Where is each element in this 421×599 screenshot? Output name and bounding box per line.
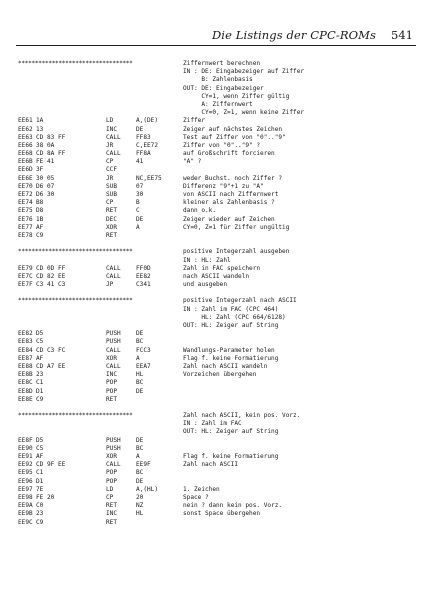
mnemonic: CALL	[106, 272, 121, 280]
opcode-bytes: C1	[36, 379, 44, 387]
mnemonic: JR	[106, 141, 114, 149]
mnemonic: PUSH	[106, 444, 121, 452]
opcode-bytes: C1	[36, 469, 44, 477]
opcode-bytes: 1A	[36, 117, 44, 125]
code-line	[18, 191, 418, 199]
code-line	[18, 265, 418, 273]
mnemonic: DEC	[106, 215, 118, 223]
mnemonic: RET	[106, 207, 118, 215]
comment-line	[18, 60, 418, 68]
separator-stars: **********************************	[18, 248, 133, 256]
comment: IN : HL: Zahl	[183, 256, 231, 264]
opcode-bytes: 23	[36, 371, 44, 379]
opcode-bytes: 30 05	[36, 174, 55, 182]
comment: nein ? dann kein pos. Vorz.	[183, 502, 283, 510]
comment: nach ASCII wandeln	[183, 272, 250, 280]
operand: DE	[136, 215, 144, 223]
mnemonic: SUB	[106, 191, 118, 198]
comment-line	[18, 306, 418, 314]
mnemonic: POP	[106, 477, 118, 485]
comment-line	[18, 109, 418, 117]
mnemonic: POP	[106, 469, 118, 477]
operand: A	[136, 354, 140, 362]
mnemonic: XOR	[106, 453, 118, 460]
mnemonic: XOR	[106, 354, 118, 362]
comment: IN : Zahl im FAC (CPC 464)	[183, 305, 279, 313]
page-header	[0, 28, 421, 46]
operand: DE	[136, 125, 144, 133]
mnemonic: POP	[106, 379, 118, 387]
opcode-bytes: AF	[36, 453, 44, 460]
listing-section	[18, 297, 418, 403]
opcode-bytes: AF	[36, 354, 44, 362]
operand: NC,EE75	[136, 174, 162, 182]
opcode-bytes: C9	[36, 395, 44, 403]
comment: B: Zahlenbasis	[183, 76, 253, 84]
address: EE84	[18, 346, 33, 354]
address: EE87	[18, 354, 33, 362]
comment: Zahl nach ASCII wandeln	[183, 362, 268, 370]
listing-section	[18, 412, 418, 527]
opcode-bytes: CD C3 FC	[36, 346, 66, 354]
mnemonic: CCF	[106, 166, 118, 174]
address: EE9A	[18, 502, 33, 510]
opcode-bytes: AF	[36, 223, 44, 231]
address: EE88	[18, 362, 33, 370]
comment: Test auf Ziffer von "0".."9"	[183, 133, 286, 141]
address: EE9C	[18, 518, 33, 526]
opcode-bytes: CD 83 FF	[36, 133, 66, 141]
mnemonic: RET	[106, 231, 118, 239]
operand: DE	[136, 436, 144, 444]
address: EE8E	[18, 395, 33, 403]
address: EE68	[18, 150, 33, 158]
mnemonic: CALL	[106, 362, 121, 370]
listing-section	[18, 60, 418, 240]
separator-stars: **********************************	[18, 412, 133, 420]
code-line	[18, 126, 418, 134]
address: EE62	[18, 125, 33, 133]
page-number: 541	[391, 28, 413, 42]
address: EE6B	[18, 158, 33, 166]
mnemonic: CP	[106, 158, 114, 166]
operand: EE82	[136, 272, 151, 280]
comment: weder Buchst. noch Ziffer ?	[183, 174, 283, 182]
opcode-bytes: D5	[36, 330, 44, 338]
comment: Vorzeichen übergehen	[183, 371, 257, 379]
code-line	[18, 273, 418, 281]
address: EE7C	[18, 272, 33, 280]
operand: 30	[136, 191, 144, 198]
comment: Zahl in FAC speichern	[183, 264, 261, 272]
mnemonic: SUB	[106, 182, 118, 190]
separator-stars: **********************************	[18, 297, 133, 305]
comment: IN : DE: Eingabezeiger auf Ziffer	[183, 68, 305, 76]
comment-line	[18, 248, 418, 256]
comment: von ASCII nach Ziffernwert	[183, 191, 279, 198]
address: EE74	[18, 199, 33, 207]
opcode-bytes: C0	[36, 502, 44, 510]
opcode-bytes: C5	[36, 444, 44, 452]
mnemonic: JP	[106, 281, 114, 289]
comment-line	[18, 93, 418, 101]
address: EE8B	[18, 371, 33, 379]
operand: FF83	[136, 133, 151, 141]
address: EE91	[18, 453, 33, 460]
address: EE77	[18, 223, 33, 231]
code-line	[18, 175, 418, 183]
address: EE6D	[18, 166, 33, 174]
code-line	[18, 338, 418, 346]
address: EE72	[18, 191, 33, 198]
opcode-bytes: B8	[36, 199, 44, 207]
code-line	[18, 519, 418, 527]
address: EE6E	[18, 174, 33, 182]
comment: positive Integerzahl nach ASCII	[183, 297, 297, 305]
code-line	[18, 150, 418, 158]
comment: OUT: HL: Zeiger auf String	[183, 322, 279, 329]
code-line	[18, 494, 418, 502]
code-line	[18, 453, 418, 461]
code-line	[18, 445, 418, 453]
mnemonic: JR	[106, 174, 114, 182]
mnemonic: INC	[106, 371, 118, 379]
section-gap	[18, 240, 418, 248]
comment: A: Ziffernwert	[183, 100, 253, 108]
opcode-bytes: 13	[36, 125, 44, 133]
operand: A	[136, 453, 140, 460]
comment: kleiner als Zahlenbasis ?	[183, 199, 275, 207]
mnemonic: CALL	[106, 346, 121, 354]
section-gap	[18, 289, 418, 297]
comment-line	[18, 412, 418, 420]
code-line	[18, 207, 418, 215]
mnemonic: CP	[106, 199, 114, 207]
header-rule	[16, 45, 416, 46]
comment: auf Großschrift forcieren	[183, 150, 275, 158]
code-line	[18, 347, 418, 355]
address: EE8F	[18, 436, 33, 444]
address: EE61	[18, 117, 33, 125]
mnemonic: RET	[106, 518, 118, 526]
code-line	[18, 502, 418, 510]
code-line	[18, 388, 418, 396]
address: EE90	[18, 444, 33, 452]
code-line	[18, 166, 418, 174]
operand: HL	[136, 371, 144, 379]
address: EE70	[18, 182, 33, 190]
opcode-bytes: D6 30	[36, 191, 55, 198]
mnemonic: LD	[106, 485, 114, 493]
mnemonic: PUSH	[106, 338, 121, 346]
operand: C,EE72	[136, 141, 159, 149]
mnemonic: RET	[106, 395, 118, 403]
address: EE97	[18, 485, 33, 493]
operand: 41	[136, 158, 144, 166]
address: EE79	[18, 264, 33, 272]
code-line	[18, 461, 418, 469]
comment-line	[18, 322, 418, 330]
operand: B	[136, 199, 140, 207]
comment: Zeiger wieder auf Zeichen	[183, 215, 275, 223]
comment: HL: Zahl (CPC 664/6128)	[183, 313, 286, 321]
address: EE78	[18, 231, 33, 239]
operand: DE	[136, 387, 144, 395]
comment-line	[18, 85, 418, 93]
opcode-bytes: D5	[36, 436, 44, 444]
operand: A	[136, 223, 140, 231]
comment: positive Integerzahl ausgeben	[183, 248, 290, 256]
comment-line	[18, 257, 418, 265]
code-line	[18, 486, 418, 494]
opcode-bytes: FE 41	[36, 158, 55, 166]
comment: Ziffernwert berechnen	[183, 60, 261, 67]
address: EE92	[18, 461, 33, 469]
comment: Flag f. keine Formatierung	[183, 453, 279, 460]
code-line	[18, 117, 418, 125]
code-line	[18, 510, 418, 518]
comment: IN : Zahl im FAC	[183, 420, 242, 428]
comment-line	[18, 68, 418, 76]
operand: EE9F	[136, 461, 151, 469]
operand: FF0D	[136, 264, 151, 272]
address: EE96	[18, 477, 33, 485]
comment: CY=1, wenn Ziffer gültig	[183, 92, 290, 100]
comment-line	[18, 420, 418, 428]
mnemonic: CALL	[106, 264, 121, 272]
address: EE66	[18, 141, 33, 149]
assembly-listing	[18, 60, 418, 527]
address: EE98	[18, 493, 33, 501]
comment: Zeiger auf nächstes Zeichen	[183, 125, 283, 133]
code-line	[18, 281, 418, 289]
section-gap	[18, 404, 418, 412]
operand: C	[136, 207, 140, 215]
opcode-bytes: CD 0D FF	[36, 264, 66, 272]
mnemonic: INC	[106, 125, 118, 133]
opcode-bytes: 3F	[36, 166, 44, 174]
opcode-bytes: CD 8A FF	[36, 150, 66, 158]
address: EE8C	[18, 379, 33, 387]
opcode-bytes: 1B	[36, 215, 44, 223]
operand: BC	[136, 338, 144, 346]
opcode-bytes: C9	[36, 518, 44, 526]
mnemonic: CALL	[106, 461, 121, 469]
operand: NZ	[136, 502, 144, 510]
opcode-bytes: C3 41 C3	[36, 281, 66, 289]
code-line	[18, 216, 418, 224]
code-line	[18, 379, 418, 387]
code-line	[18, 142, 418, 150]
opcode-bytes: C9	[36, 231, 44, 239]
comment: OUT: HL: Zeiger auf String	[183, 428, 279, 436]
comment-line	[18, 101, 418, 109]
code-line	[18, 469, 418, 477]
address: EE7F	[18, 281, 33, 289]
opcode-bytes: D6 07	[36, 182, 55, 190]
code-line	[18, 355, 418, 363]
mnemonic: PUSH	[106, 330, 121, 338]
operand: C341	[136, 281, 151, 289]
mnemonic: CALL	[106, 133, 121, 141]
code-line	[18, 371, 418, 379]
operand: BC	[136, 469, 144, 477]
comment: OUT: DE: Eingabezeiger	[183, 84, 264, 92]
comment: CY=0, Z=1 für Ziffer ungültig	[183, 223, 290, 231]
comment: Flag f. keine Formatierung	[183, 354, 279, 362]
operand: HL	[136, 510, 144, 518]
comment: Space ?	[183, 493, 209, 501]
opcode-bytes: D8	[36, 207, 44, 215]
comment: CY=0, Z=1, wenn keine Ziffer	[183, 109, 305, 117]
code-line	[18, 134, 418, 142]
opcode-bytes: D1	[36, 387, 44, 395]
mnemonic: LD	[106, 117, 114, 125]
opcode-bytes: CD 82 EE	[36, 272, 66, 280]
operand: FCC3	[136, 346, 151, 354]
address: EE8D	[18, 387, 33, 395]
mnemonic: CALL	[106, 150, 121, 158]
address: EE95	[18, 469, 33, 477]
opcode-bytes: CD 9F EE	[36, 461, 66, 469]
operand: EEA7	[136, 362, 151, 370]
operand: A,(HL)	[136, 485, 159, 493]
comment: sonst Space übergehen	[183, 510, 261, 518]
operand: FF8A	[136, 150, 151, 158]
address: EE75	[18, 207, 33, 215]
comment: 1. Zeichen	[183, 485, 220, 493]
code-line	[18, 224, 418, 232]
comment-line	[18, 297, 418, 305]
address: EE76	[18, 215, 33, 223]
comment: "A" ?	[183, 158, 202, 166]
opcode-bytes: D1	[36, 477, 44, 485]
operand: 07	[136, 182, 144, 190]
comment: Ziffer	[183, 117, 206, 125]
code-line	[18, 437, 418, 445]
code-line	[18, 158, 418, 166]
mnemonic: POP	[106, 387, 118, 395]
comment-line	[18, 76, 418, 84]
address: EE83	[18, 338, 33, 346]
opcode-bytes: CD A7 EE	[36, 362, 66, 370]
opcode-bytes: C5	[36, 338, 44, 346]
address: EE82	[18, 330, 33, 338]
comment: Zahl nach ASCII	[183, 461, 239, 469]
code-line	[18, 396, 418, 404]
operand: A,(DE)	[136, 117, 159, 125]
operand: DE	[136, 477, 144, 485]
operand: BC	[136, 444, 144, 452]
comment: dann o.k.	[183, 207, 217, 215]
comment: Wandlungs-Parameter holen	[183, 346, 275, 354]
comment: und ausgeben	[183, 281, 228, 289]
opcode-bytes: 7E	[36, 485, 44, 493]
running-title: Die Listings der CPC-ROMs	[211, 28, 376, 42]
comment-line	[18, 314, 418, 322]
comment: Ziffer von "0".."9" ?	[183, 141, 261, 149]
address: EE63	[18, 133, 33, 141]
operand: 20	[136, 493, 144, 501]
code-line	[18, 199, 418, 207]
mnemonic: RET	[106, 502, 118, 510]
separator-stars: **********************************	[18, 60, 133, 67]
opcode-bytes: 23	[36, 510, 44, 518]
code-line	[18, 478, 418, 486]
address: EE9B	[18, 510, 33, 518]
opcode-bytes: FE 20	[36, 493, 55, 501]
code-line	[18, 232, 418, 240]
code-line	[18, 183, 418, 191]
opcode-bytes: 38 0A	[36, 141, 55, 149]
comment-line	[18, 428, 418, 436]
mnemonic: INC	[106, 510, 118, 518]
comment: Differenz "9"+1 zu "A"	[183, 182, 264, 190]
operand: DE	[136, 330, 144, 338]
operand: BC	[136, 379, 144, 387]
mnemonic: PUSH	[106, 436, 121, 444]
mnemonic: CP	[106, 493, 114, 501]
mnemonic: XOR	[106, 223, 118, 231]
listing-section	[18, 248, 418, 289]
code-line	[18, 330, 418, 338]
comment: Zahl nach ASCII, kein pos. Vorz.	[183, 412, 301, 420]
code-line	[18, 363, 418, 371]
